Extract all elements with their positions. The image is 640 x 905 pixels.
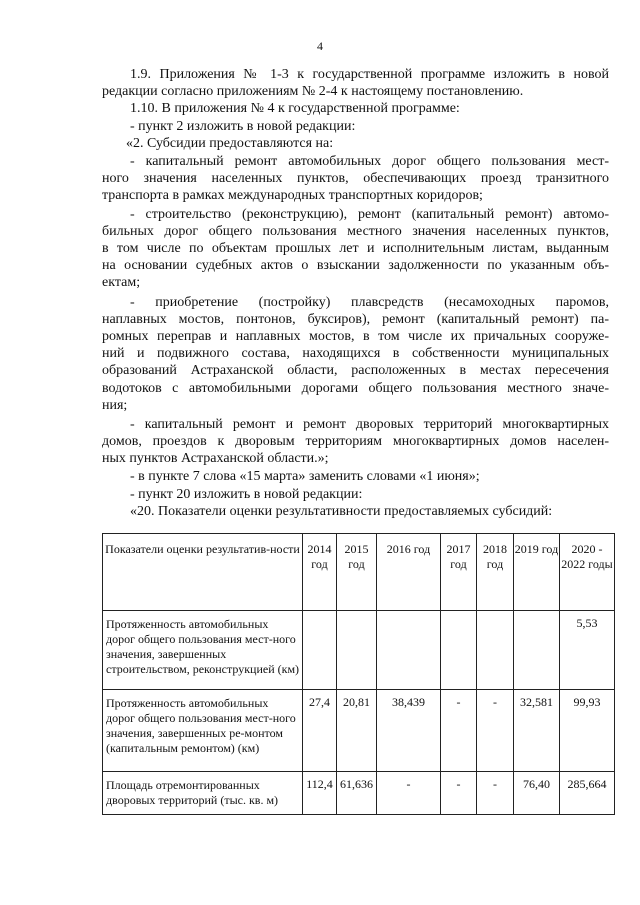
table-cell: - [477, 690, 514, 772]
table-cell [477, 611, 514, 690]
page-number: 4 [317, 39, 323, 53]
paragraph-line: на основании судебных актов о взыскании задолженности по указанным объ- [102, 258, 609, 273]
paragraph-line: ного значения населенных пунктов, обеспечивающих проезд транзитного [102, 171, 609, 186]
table-row [103, 772, 615, 815]
table-cell: - [441, 690, 477, 772]
row-indicator-name: Площадь отремонтированных дворовых территорий (тыс. кв. м) [103, 772, 303, 815]
table-cell: - [477, 772, 514, 815]
col-header-year: 2017 год [441, 534, 477, 611]
col-header-year: 2018 год [477, 534, 514, 611]
paragraph-line: - в пункте 7 слова «15 марта» заменить словами «1 июня»; [130, 469, 480, 484]
table-cell: 99,93 [560, 690, 615, 772]
table-cell: 32,581 [514, 690, 560, 772]
paragraph-line: редакции согласно приложениям № 2-4 к настоящему постановлению. [102, 84, 524, 99]
paragraph-line: «2. Субсидии предоставляются на: [126, 136, 334, 151]
col-header-year: 2016 год [377, 534, 441, 611]
table-cell [337, 611, 377, 690]
paragraph-line: ния; [102, 398, 128, 413]
table-cell: 5,53 [560, 611, 615, 690]
paragraph-line: транспорта в рамках международных транспортных коридоров; [102, 188, 483, 203]
paragraph-line: ромных переправ и наплавных мостов, в том числе их причальных сооруже- [102, 329, 609, 344]
paragraph-line: водотоков с автомобильными дорогами общего пользования местного значе- [102, 381, 609, 396]
paragraph-line: - пункт 2 изложить в новой редакции: [130, 119, 356, 134]
table-cell: 38,439 [377, 690, 441, 772]
table-cell: - [441, 772, 477, 815]
paragraph-line: образований Астраханской области, расположенных в местах пересечения [102, 363, 609, 378]
paragraph-line: - пункт 20 изложить в новой редакции: [130, 487, 363, 502]
table-cell [377, 611, 441, 690]
paragraph-line: - строительство (реконструкцию), ремонт (капитальный ремонт) автомо- [130, 207, 609, 222]
row-indicator-name: Протяженность автомобильных дорог общего пользования мест-ного значения, завершенных ре-монтом (капитальным ремонтом) (км) [103, 690, 303, 772]
table-row [103, 611, 615, 690]
table-row [103, 690, 615, 772]
table-cell: 112,4 [303, 772, 337, 815]
table-cell: 20,81 [337, 690, 377, 772]
paragraph-line: в том числе по объектам прошлых лет и исполнительным листам, выданным [102, 241, 609, 256]
paragraph-line: ектам; [102, 275, 141, 290]
paragraph-line: домов, проездов к дворовым территориям многоквартирных домов населен- [102, 434, 609, 449]
col-header-indicator: Показатели оценки результатив-ности [103, 534, 303, 611]
table-header-row [103, 534, 615, 611]
paragraph-line: 1.9. Приложения № 1-3 к государственной программе изложить в новой [130, 67, 609, 82]
paragraph-line: ных пунктов Астраханской области.»; [102, 451, 329, 466]
table-cell: - [377, 772, 441, 815]
row-indicator-name: Протяженность автомобильных дорог общего пользования мест-ного значения, завершенных строительством, реконструкцией (км) [103, 611, 303, 690]
paragraph-line: - капитальный ремонт автомобильных дорог общего пользования мест- [130, 154, 609, 169]
table-cell: 76,40 [514, 772, 560, 815]
col-header-year: 2019 год [514, 534, 560, 611]
table-cell [441, 611, 477, 690]
table-cell [514, 611, 560, 690]
paragraph-line: ний и подвижного состава, находящихся в собственности муниципальных [102, 346, 609, 361]
table-cell: 61,636 [337, 772, 377, 815]
col-header-year: 2020 - 2022 годы [560, 534, 615, 611]
table-cell: 27,4 [303, 690, 337, 772]
indicators-table [102, 533, 615, 815]
paragraph-line: - приобретение (постройку) плавсредств (несамоходных паромов, [130, 295, 609, 310]
col-header-year: 2015 год [337, 534, 377, 611]
paragraph-line: наплавных мостов, понтонов, буксиров), ремонт (капитальный ремонт) па- [102, 312, 609, 327]
paragraph-line: 1.10. В приложения № 4 к государственной программе: [130, 101, 460, 116]
paragraph-line: бильных дорог общего пользования местного значения населенных пунктов, [102, 224, 609, 239]
paragraph-line: «20. Показатели оценки результативности предоставляемых субсидий: [130, 504, 553, 519]
col-header-year: 2014 год [303, 534, 337, 611]
table-cell [303, 611, 337, 690]
table-cell: 285,664 [560, 772, 615, 815]
paragraph-line: - капитальный ремонт и ремонт дворовых территорий многоквартирных [130, 417, 609, 432]
